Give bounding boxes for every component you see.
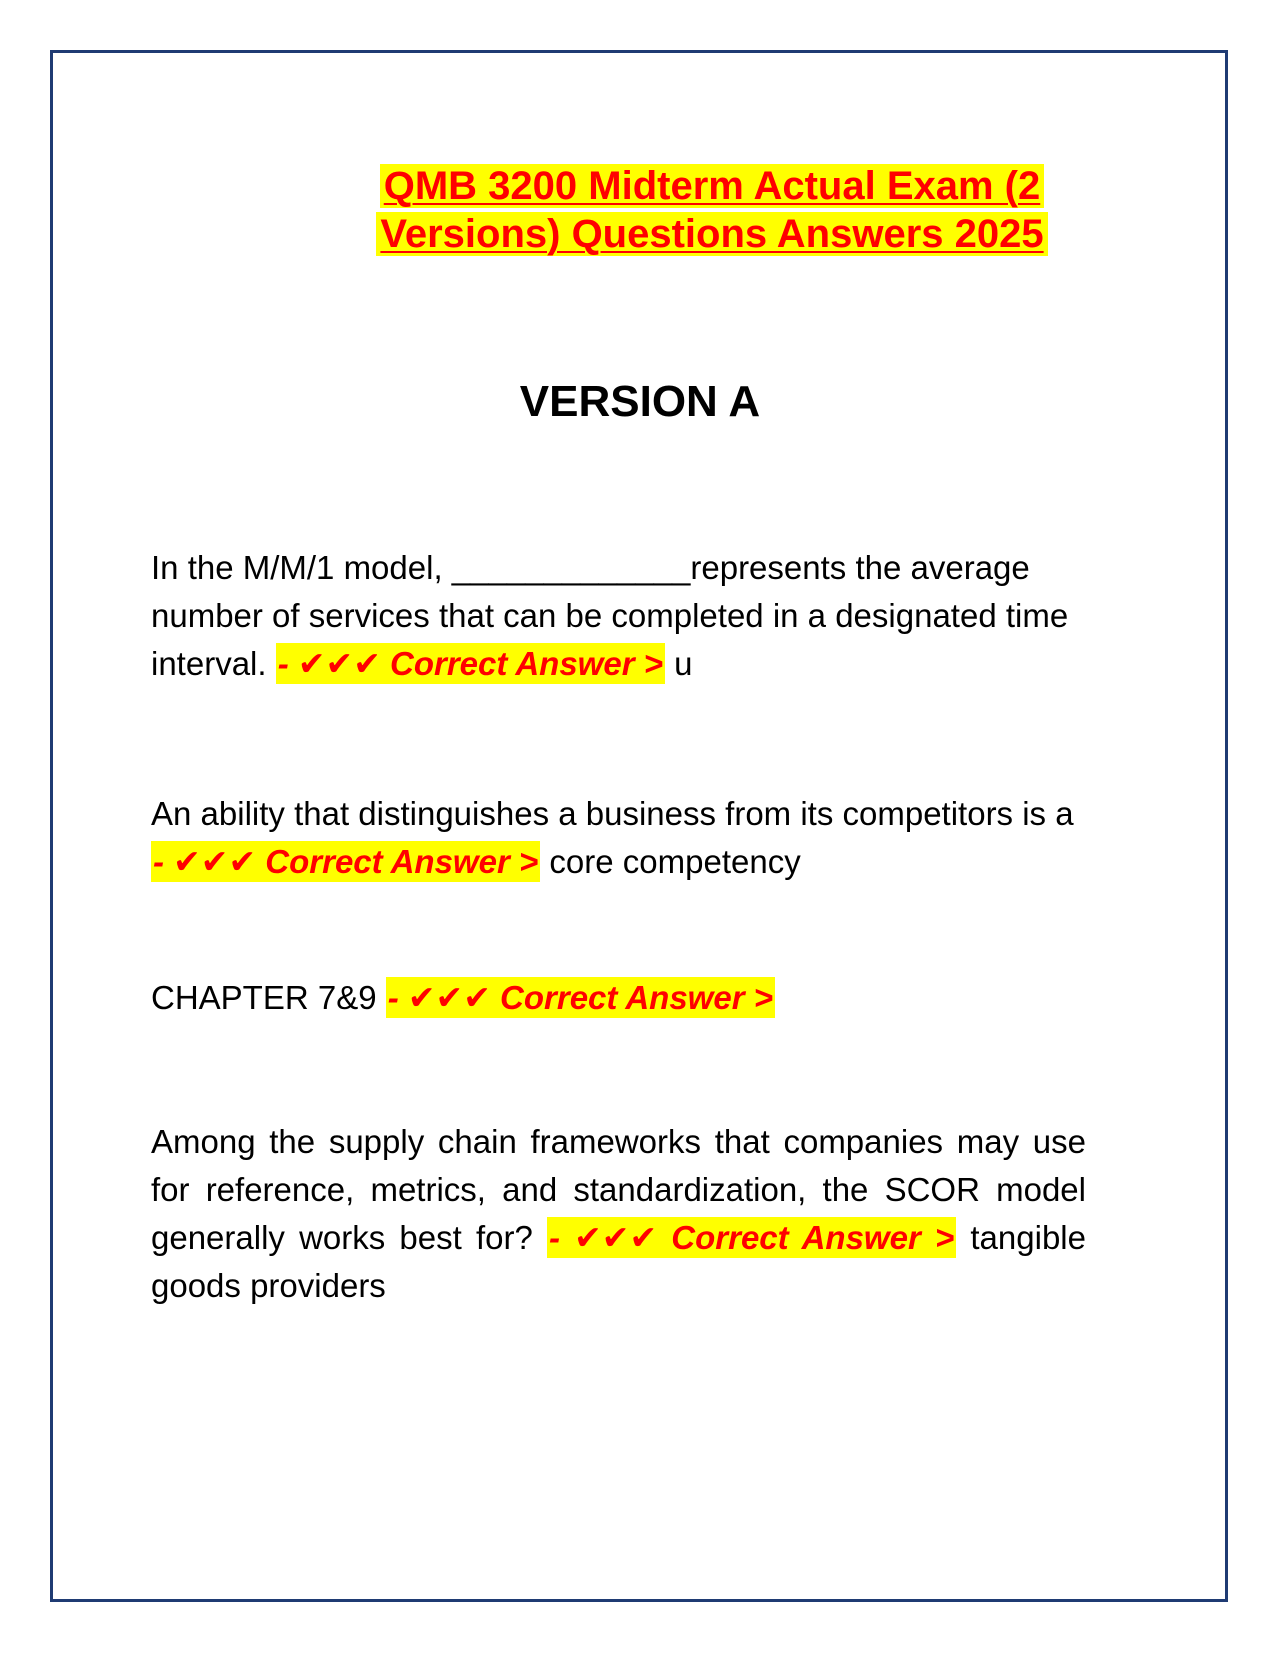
correct-answer-marker: - ✔✔✔ Correct Answer > [387,979,773,1016]
document-title-line-1: QMB 3200 Midterm Actual Exam (2 [380,164,1045,208]
question-2 [151,790,1086,886]
document-title [362,162,1062,258]
answer-text: tangible goods providers [151,1219,1086,1304]
correct-answer-marker: - ✔✔✔ Correct Answer > [153,843,539,880]
correct-answer-marker: - ✔✔✔ Correct Answer > [549,1219,955,1256]
chapter-text: CHAPTER 7&9 [151,979,377,1016]
correct-answer-marker: - ✔✔✔ Correct Answer > [277,645,663,682]
question-text: An ability that distinguishes a business from its competitors is a [151,795,1074,832]
chapter-heading [151,974,1086,1022]
question-text: Among the supply chain frameworks that companies may use for reference, metrics, and standardization, the SCOR model generally works best for? [151,1123,1086,1256]
version-heading: VERSION A [519,377,761,426]
question-3 [151,1118,1086,1310]
answer-text: core competency [549,843,801,880]
question-1 [151,544,1086,688]
question-text: In the M/M/1 model, _____________represents the average number of services that can be completed in a designated time interval. [151,549,1069,682]
answer-text: u [674,645,693,682]
document-title-line-2: Versions) Questions Answers 2025 [376,212,1047,256]
